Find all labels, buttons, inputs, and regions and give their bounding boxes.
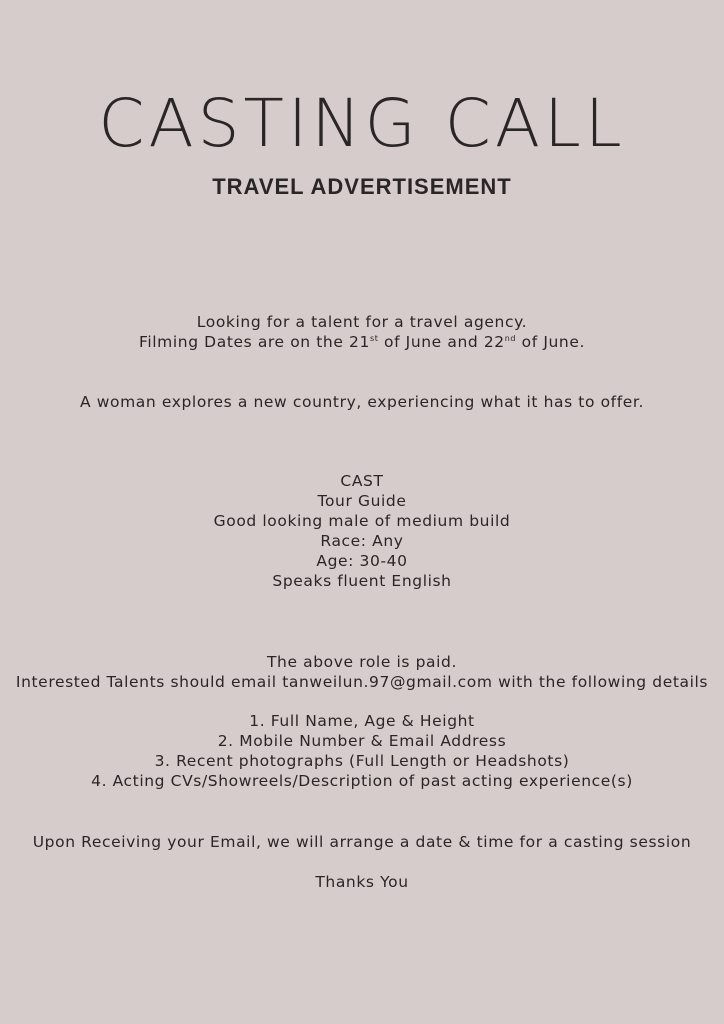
closing-section bbox=[0, 832, 724, 852]
cast-age: Age: 30-40 bbox=[316, 552, 408, 570]
payment-section bbox=[0, 652, 724, 692]
date-suffix-2: nd bbox=[504, 334, 517, 343]
intro-section bbox=[0, 312, 724, 352]
email-instruction-line: Interested Talents should email tanweilun.97@gmail.com with the following details bbox=[15, 673, 709, 691]
list-item: 4. Acting CVs/Showreels/Description of past acting experience(s) bbox=[91, 772, 633, 790]
list-item: 1. Full Name, Age & Height bbox=[249, 712, 475, 730]
filming-dates-suffix: of June. bbox=[516, 333, 586, 351]
required-details-list bbox=[0, 711, 724, 791]
page-subtitle: TRAVEL ADVERTISEMENT bbox=[212, 174, 512, 199]
list-item: 2. Mobile Number & Email Address bbox=[217, 732, 507, 750]
synopsis-text: A woman explores a new country, experiencing what it has to offer. bbox=[80, 393, 644, 411]
synopsis-section bbox=[0, 392, 724, 412]
filming-dates-mid: of June and 22 bbox=[378, 333, 505, 351]
thanks-line: Thanks You bbox=[315, 873, 409, 891]
cast-description: Good looking male of medium build bbox=[213, 512, 511, 530]
thanks-section bbox=[0, 872, 724, 892]
date-suffix-1: st bbox=[369, 334, 379, 343]
cast-language: Speaks fluent English bbox=[272, 572, 452, 590]
cast-section bbox=[0, 471, 724, 591]
cast-role: Tour Guide bbox=[317, 492, 407, 510]
page-title: CASTING CALL bbox=[98, 85, 626, 162]
intro-line-1: Looking for a talent for a travel agency. bbox=[196, 313, 528, 331]
filming-dates-line bbox=[0, 332, 724, 352]
cast-heading: CAST bbox=[340, 472, 384, 490]
cast-race: Race: Any bbox=[320, 532, 404, 550]
filming-dates-prefix: Filming Dates are on the 21 bbox=[138, 333, 370, 351]
paid-role-line: The above role is paid. bbox=[266, 653, 457, 671]
list-item: 3. Recent photographs (Full Length or Headshots) bbox=[154, 752, 570, 770]
closing-line: Upon Receiving your Email, we will arrange a date & time for a casting session bbox=[32, 833, 692, 851]
